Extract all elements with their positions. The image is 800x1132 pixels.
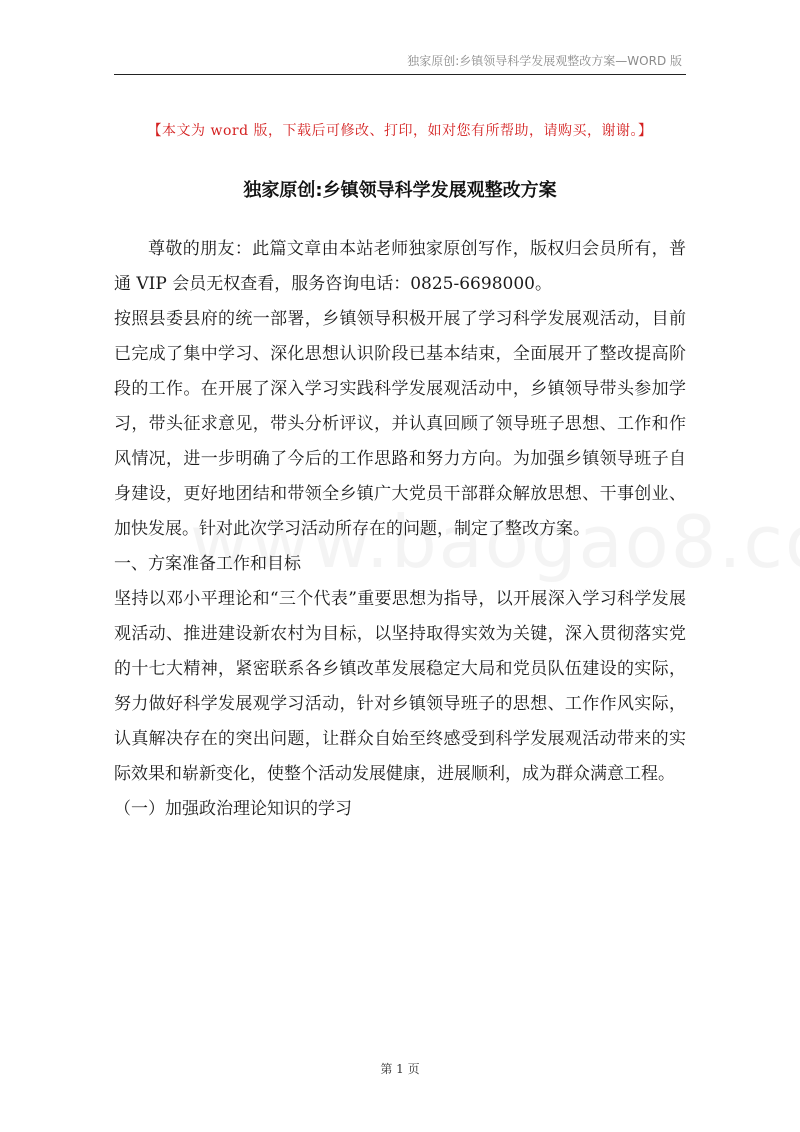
section-heading: 一、方案准备工作和目标	[114, 554, 301, 574]
subsection-heading: （一）加强政治理论知识的学习	[114, 799, 352, 819]
intro-paragraph: 尊敬的朋友：此篇文章由本站老师独家原创写作，版权归会员所有，普通 VIP 会员无权查看，服务咨询电话：0825-6698000。	[114, 239, 686, 294]
document-title: 独家原创:乡镇领导科学发展观整改方案	[243, 180, 557, 201]
header-divider	[114, 74, 686, 75]
document-body	[114, 232, 686, 827]
download-notice: 【本文为 word 版，下载后可修改、打印，如对您有所帮助，请购买，谢谢。】	[147, 123, 653, 139]
page-number: 第 1 页	[380, 1062, 420, 1076]
body-paragraph: 坚持以邓小平理论和“三个代表”重要思想为指导，以开展深入学习科学发展观活动、推进建设新农村为目标，以坚持取得实效为关键，深入贯彻落实党的十七大精神，紧密联系各乡镇改革发展稳定大局和党员队伍建设的实际，努力做好科学发展观学习活动，针对乡镇领导班子的思想、工作作风实际，认真解决存在的突出问题，让群众自始至终感受到科学发展观活动带来的实际效果和崭新变化，使整个活动发展健康，进展顺利，成为群众满意工程。	[114, 589, 686, 784]
body-paragraph: 按照县委县府的统一部署，乡镇领导积极开展了学习科学发展观活动，目前已完成了集中学习、深化思想认识阶段已基本结束，全面展开了整改提高阶段的工作。在开展了深入学习实践科学发展观活动中，乡镇领导带头参加学习，带头征求意见，带头分析评议，并认真回顾了领导班子思想、工作和作风情况，进一步明确了今后的工作思路和努力方向。为加强乡镇领导班子自身建设，更好地团结和带领全乡镇广大党员干部群众解放思想、干事创业、加快发展。针对此次学习活动所存在的问题，制定了整改方案。	[114, 309, 686, 539]
running-header: 独家原创:乡镇领导科学发展观整改方案—WORD 版	[407, 54, 682, 68]
